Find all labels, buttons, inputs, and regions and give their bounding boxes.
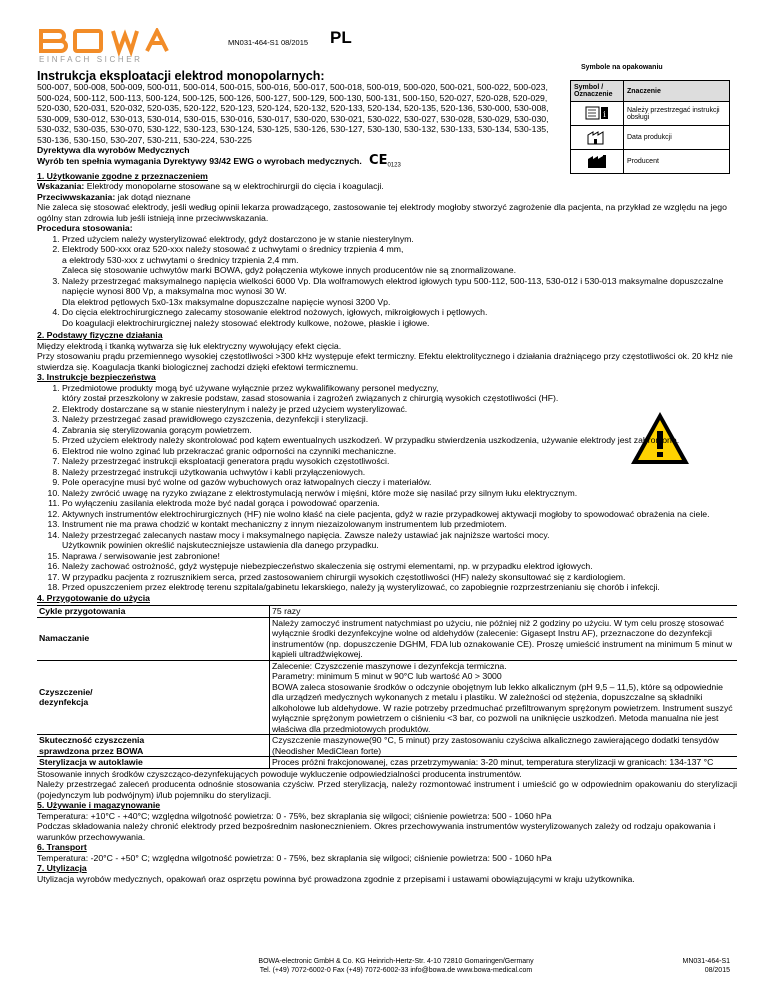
table-key: Sterylizacja w autoklawie (37, 757, 270, 768)
list-item: 17. W przypadku pacjenta z rozrusznikiem serca, przed zastosowaniem chirurgii wysokich częstotliwości (HF) należy skonsultować się z kardiologiem. (62, 572, 737, 583)
directive-line-1: Dyrektywa dla wyrobów Medycznych (37, 145, 190, 155)
table-row (37, 735, 737, 757)
table-value: Czyszczenie maszynowe(90 °C, 5 minut) przy zastosowaniu czyściwa alkalicznego zawierającego dodatki tensydów (Neodisher MediClean forte) (270, 735, 738, 757)
section-7-text: Utylizacja wyrobów medycznych, opakowań oraz osprzętu powinna być prowadzona zgodnie z przepisami i ustawami obowiązującymi w kraju użytkownika. (37, 873, 635, 884)
section-5-text: Temperatura: +10°C - +40°C; względna wilgotność powietrza: 0 - 75%, bez skraplania się wilgoci; ciśnienie powietrza: 500 - 1060 hPa Podczas składowania należy chronić elektrody przed bezpośrednim nasłonecznieniem. Okres przechowywania instrumentów wysterylizowanych zależy od rodzaju opakowania i warunków przechowywania. (37, 810, 716, 842)
section-6-text: Temperatura: -20°C - +50° C; względna wilgotność powietrza: 0 - 75%, bez skraplania się wilgoci; ciśnienie powietrza: 500 - 1060 hPa (37, 852, 552, 863)
table-key: Cykle przygotowania (37, 606, 270, 618)
part-numbers: 500-007, 500-008, 500-009, 500-011, 500-014, 500-015, 500-016, 500-017, 500-018, 500-019, 500-020, 500-021, 500-022, 500-023, 500-024, 500-112, 500-113, 500-124, 500-125, 500-126, 500-127, 500-129, 500-130, 500-131, 500-150, 520-027, 520-028, 520-029, 520-030, 520-031, 520-032, 520-035, 520-122, 520-123, 520-124, 520-132, 520-133, 520-134, 520-135, 520-136, 530-000, 530-008, 530-009, 530-012, 530-013, 530-014, 530-015, 530-016, 530-017, 530-020, 530-021, 530-022, 530-027, 530-028, 530-029, 530-030, 530-032, 530-035, 530-070, 530-122, 530-123, 530-124, 530-125, 530-126, 530-127, 530-130, 530-132, 530-133, 530-134, 530-135, 530-136, 530-150, 530-207, 530-211, 530-224, 530-225 (37, 82, 549, 145)
symbol-meaning: Producent (624, 150, 730, 174)
list-item: 2. Elektrody dostarczane są w stanie niesterylnym i należy je przed użyciem wysterylizować. (62, 404, 737, 415)
symbols-heading: Symbole na opakowaniu (581, 64, 663, 71)
section-2-heading: 2. Podstawy fizyczne działania (37, 330, 163, 341)
section-6-heading: 6. Transport (37, 842, 87, 853)
main-content (37, 82, 737, 884)
section-2-text: Między elektrodą i tkanką wytwarza się łuk elektryczny wywołujący efekt cięcia. Przy stosowaniu prądu przemiennego wysokiej częstotliwości >300 kHz występuje efekt termiczny. Efektu elektrolitycznego i działania drażniącego przy częstotliwości ok. 20 kHz nie stwierdza się. Koagulacja tkanki biologicznej zachodzi dzięki efektowi termicznemu. (37, 340, 733, 372)
list-item: 13. Instrument nie ma prawa chodzić w kontakt mechaniczny z innym niezaizolowanym instrumentem lub przedmiotem. (62, 519, 737, 530)
directive-line-2: Wyrób ten spełnia wymagania Dyrektywy 93/42 EWG o wyrobach medycznych. $CE_{0123}$ (37, 152, 401, 169)
list-item: 1. Przedmiotowe produkty mogą być używane wyłącznie przez wykwalifikowany personel medyczny, który został przeszkolony w zakresie podstaw, zasad stosowania i zagrożeń związanych z chirurgią wysokich częstotliwości (HF). (62, 383, 622, 404)
page-title: Instrukcja eksploatacji elektrod monopolarnych: (37, 69, 325, 83)
procedure-list (37, 234, 737, 329)
contraindications: Przeciwwskazania: jak dotąd nieznane (37, 191, 191, 202)
ce-number: 0123 (387, 162, 401, 169)
list-item: 14. Należy przestrzegać zalecanych nastaw mocy i maksymalnego napięcia. Zawsze należy ustawiać jak najniższe wartości mocy. Użytkownik powinien określić najskuteczniejsze ustawienia dla danego przypadku. (62, 530, 737, 551)
svg-text:EINFACH SICHER: EINFACH SICHER (39, 55, 143, 64)
symbols-col-symbol: Symbol / Oznaczenie (571, 81, 624, 102)
table-value: 75 razy (270, 606, 738, 618)
list-item: 12. Aktywnych instrumentów elektrochirurgicznych (HF) nie wolno kłaść na ciele pacjenta, gdyż w razie przypadkowej aktywacji mogłoby to spowodować obrażenia na ciele. (62, 509, 737, 520)
section-4-after: Stosowanie innych środków czyszcząco-dezynfekujących powoduje wykluczenie odpowiedzialności producenta instrumentów. Należy przestrzegać zaleceń producenta odnośnie stosowania czyściw. Przed sterylizacją, należy rozmontować instrument i umieścić go w odpowiednim opakowaniu do sterylizacji (pojedynczym lub podwójnym) i/lub pojemniku do sterylizacji. (37, 768, 737, 800)
footer-line-2: Tel. (+49) 7072-6002-0 Fax (+49) 7072-6002-33 info@bowa.de www.bowa-medical.com (259, 967, 533, 974)
section-1-paragraph: Nie zaleca się stosować elektrody, jeśli według opinii lekarza prowadzącego, zastosowanie tej elektrody mogłoby stworzyć zagrożenie dla pacjenta, na przykład ze względu na jego ogólny stan zdrowia lub jeśli istnieją inne przeciwwskazania. (37, 202, 727, 223)
list-item: 11. Po wyłączeniu zasilania elektroda może być nadal gorąca i powodować oparzenia. (62, 498, 737, 509)
table-key: Skuteczność czyszczenia sprawdzona przez BOWA (37, 735, 270, 757)
procedure-heading: Procedura stosowania: (37, 223, 133, 234)
section-1-heading: 1. Użytkowanie zgodne z przeznaczeniem (37, 170, 208, 181)
list-item: 4. Do cięcia elektrochirurgicznego zalecamy stosowanie elektrod nożowych, igłowych, mikroigłowych i pętlowych. Do koagulacji elektrochirurgicznej należy stosować elektrody kulkowe, nożowe, płaskie i igłowe. (62, 307, 737, 328)
section-3-heading: 3. Instrukcje bezpieczeństwa (37, 372, 156, 383)
table-row (37, 660, 737, 735)
section-4-heading: 4. Przygotowanie do użycia (37, 592, 150, 603)
table-row (37, 617, 737, 660)
table-row (37, 757, 737, 768)
section-5-heading: 5. Używanie i magazynowanie (37, 800, 161, 811)
list-item: 6. Elektrod nie wolno zginać lub przekraczać granic odporności na czynniki mechaniczne. (62, 446, 737, 457)
list-item: 5. Przed użyciem elektrody należy skontrolować pod kątem ewentualnych uszkodzeń. W przypadku stwierdzenia uszkodzenia, używanie elektrody jest zabronione. (62, 435, 737, 446)
list-item: 9. Pole operacyjne musi być wolne od gazów wybuchowych oraz łatwopalnych cieczy i materiałów. (62, 477, 737, 488)
list-item: 1. Przed użyciem należy wysterylizować elektrody, gdyż dostarczono je w stanie niesterylnym. (62, 234, 737, 245)
table-value: Zalecenie: Czyszczenie maszynowe i dezynfekcja termiczna. Parametry: minimum 5 minut w 90°C lub wartość A0 > 3000 BOWA zaleca stosowanie środków o odczynie obojętnym lub lekko alkalicznym (pH 9,5 – 11,5), które są odpowiednie dla urządzeń medycznych wykonanych z metalu i plastiku. W zależności od stężenia, dopuszczalne są składniki alkoholowe lub aldehydowe. W razie potrzeby przedmuchać przefiltrowanym sprężonym powietrzem. Instrument suszyć wyłącznie sprężonym powietrzem o ciśnieniu <3 bar, co pozwoli na uniknięcie uszkodzeń. Metoda manualna nie jest właściwa dla przedmiotowych produktów. (270, 660, 738, 735)
list-item: 10. Należy zwrócić uwagę na ryzyko związane z elektrostymulacją nerwów i mięśni, które może się nasilać przy silnym łuku elektrycznym. (62, 488, 737, 499)
footer-address (196, 957, 596, 975)
list-item: 7. Należy przestrzegać instrukcji eksploatacji generatora prądu wysokich częstotliwości. (62, 456, 737, 467)
list-item: 18. Przed opuszczeniem przez elektrodę terenu szpitala/gabinetu lekarskiego, należy ją wysterylizować, co zapobiegnie rozprzestrzenianiu się chorób i infekcji. (62, 582, 737, 593)
footer-line-1: BOWA-electronic GmbH & Co. KG Heinrich-Hertz-Str. 4-10 72810 Gomaringen/Germany (258, 958, 534, 965)
ce-mark: CE (369, 152, 388, 168)
list-item: 15. Naprawa / serwisowanie jest zabronione! (62, 551, 737, 562)
bowa-logo (37, 28, 187, 66)
footer-doc-id: MN031-464-S1 08/2015 (682, 958, 730, 974)
symbol-meaning: Data produkcji (624, 126, 730, 150)
list-item: 3. Należy przestrzegać zasad prawidłowego czyszczenia, dezynfekcji i sterylizacji. (62, 414, 737, 425)
table-row (37, 606, 737, 618)
language-code: PL (330, 28, 352, 47)
section-7-heading: 7. Utylizacja (37, 863, 87, 874)
table-value: Należy zamoczyć instrument natychmiast po użyciu, nie później niż 2 godziny po użyciu. W tym celu proszę stosować wyłącznie środki dezynfekcyjne wolne od aldehydów (zalecenie: Gigasept Instru AF), przeznaczone do dezynfekcji instrumentów (np. dopuszczenie DGHM, FDA lub oznakowanie CE). Proszę umieścić instrument na minimum 5 minut w kąpieli ultradźwiękowej. (270, 617, 738, 660)
list-item: 4. Zabrania się sterylizowania gorącym powietrzem. (62, 425, 737, 436)
list-item: 8. Należy przestrzegać instrukcji użytkowania uchwytów i kabli przyłączeniowych. (62, 467, 737, 478)
list-item: 3. Należy przestrzegać maksymalnego napięcia wielkości 6000 Vp. Dla wolframowych elektrod igłowych typu 500-112, 500-113, 530-012 i 530-013 maksymalne dopuszczalne napięcie wynosi 800 Vp, a maksymalna moc wynosi 30 W. Dla elektrod pętlowych 5x0-13x maksymalne dopuszczalne napięcie wynosi 3200 Vp. (62, 276, 737, 308)
svg-text:i: i (603, 109, 606, 119)
table-value: Proces próżni frakcjonowanej, czas przetrzymywania: 3-20 minut, temperatura sterylizacji w granicach: 134-137 °C (270, 757, 738, 768)
symbol-meaning: Należy przestrzegać instrukcji obsługi (624, 102, 730, 126)
list-item: 16. Należy zachować ostrożność, gdyż występuje niebezpieczeństwo skaleczenia się ostrymi elementami, np. w przypadku elektrod igłowych. (62, 561, 737, 572)
table-key: Namaczanie (37, 617, 270, 660)
indications: Wskazania: Elektrody monopolarne stosowane są w elektrochirurgii do cięcia i koagulacji. (37, 181, 384, 192)
doc-id: MN031-464-S1 08/2015 (228, 38, 309, 47)
preparation-table (37, 605, 737, 768)
list-item: 2. Elektrody 500-xxx oraz 520-xxx należy stosować z uchwytami o średnicy trzpienia 4 mm, a elektrody 530-xxx z uchwytami o średnicy trzpienia 2,4 mm. Zaleca się stosowanie uchwytów marki BOWA, gdyż połączenia wtykowe innych producentów nie są znormalizowane. (62, 244, 737, 276)
safety-list (37, 383, 737, 593)
table-key: Czyszczenie/ dezynfekcja (37, 660, 270, 735)
symbols-col-meaning: Znaczenie (624, 81, 730, 102)
